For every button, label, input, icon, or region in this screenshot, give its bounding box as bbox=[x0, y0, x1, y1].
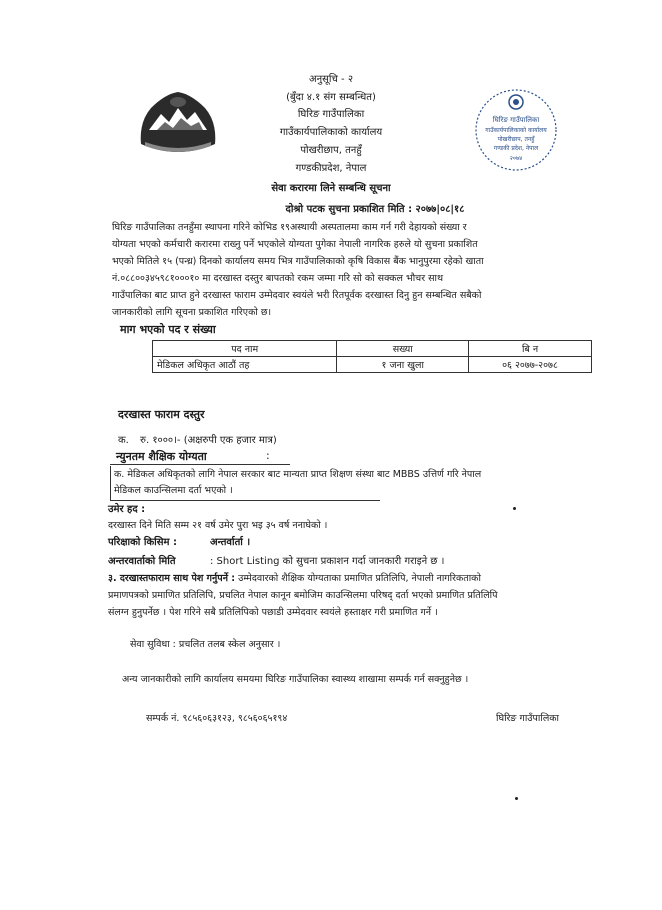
nepal-emblem-icon bbox=[135, 82, 221, 154]
province-country: गण्डकीप्रदेश, नेपाल bbox=[295, 163, 367, 174]
exam-value: अन्तर्वार्ता । bbox=[210, 537, 251, 548]
intro-line: नं.०८८००३४५९८१०००१० मा दरखास्त दस्तुर बापतको रकम जम्मा गरि सो को सक्कल भौचर साथ bbox=[112, 273, 444, 284]
svg-text:गण्डकी प्रदेश, नेपाल: गण्डकी प्रदेश, नेपाल bbox=[493, 145, 539, 152]
documents-line: संलग्न हुनुपर्नेछ । पेश गरिने सबै प्रतिलिपिको पछाडी उम्मेदवार स्वयंले हस्ताक्षर गरी प्रमाणित गर्ने । bbox=[108, 607, 438, 618]
svg-text:घिरिङ गाउँपालिका: घिरिङ गाउँपालिका bbox=[492, 116, 540, 124]
documents-line: प्रमाणपत्रको प्रमाणित प्रतिलिपि, प्रचलित नेपाल कानून बमोजिम काउन्सिलमा परिषद् दर्ता भएको प्रमाणित प्रतिलिपि bbox=[108, 590, 498, 601]
intro-line: घिरिङ गाउँपालिका तनहुँमा स्थापना गरिने कोभिड १९अस्थायी अस्पतालमा काम गर्न गरी देहायको संख्या र bbox=[112, 222, 467, 233]
column-header: पद नाम bbox=[153, 341, 337, 357]
office-address: पोखरीछाप, तनहुँ bbox=[300, 145, 362, 156]
intro-paragraph bbox=[112, 219, 612, 321]
age-heading: उमेर हद : bbox=[108, 504, 146, 515]
facility-text: सेवा सुविधा : प्रचलित तलब स्केल अनुसार । bbox=[130, 639, 281, 650]
qualification-line: क. मेडिकल अधिकृतको लागि नेपाल सरकार बाट मान्यता प्राप्त शिक्षण संस्था बाट MBBS उत्तिर्ण गरि नेपाल bbox=[114, 469, 482, 480]
annex-label: अनुसूचि - २ bbox=[308, 74, 354, 85]
column-header: बि न bbox=[469, 341, 592, 357]
qualification-heading: न्युनतम शैक्षिक योग्यता bbox=[116, 450, 207, 463]
fee-amount: रु. १०००।- (अक्षरुपी एक हजार मात्र) bbox=[140, 435, 277, 446]
cell-post: मेडिकल अधिकृत आठौं तह bbox=[153, 357, 337, 373]
fee-heading: दरखास्त फाराम दस्तुर bbox=[118, 408, 205, 421]
column-header: सख्या bbox=[337, 341, 469, 357]
cell-count: १ जना खुला bbox=[337, 357, 469, 373]
notice-publish-date: दोश्रो पटक सुचना प्रकाशित मिति : २०७७|०८|१८ bbox=[285, 204, 465, 215]
signature-block: घिरिङ गाउँपालिका bbox=[496, 713, 560, 724]
svg-text:पोखरीछाप, तनहुँ: पोखरीछाप, तनहुँ bbox=[497, 136, 535, 143]
intro-line: गाउँपालिका बाट प्राप्त हुने दरखास्त फाराम उम्मेदवार स्वयंले भरी रितपूर्वक दरखास्त दिनु हुन सम्बन्धित सबैको bbox=[112, 290, 482, 301]
divider bbox=[110, 466, 114, 500]
table-row bbox=[153, 357, 592, 373]
qualification-text bbox=[114, 467, 614, 499]
scan-speck bbox=[513, 507, 516, 510]
intro-line: जानकारीको लागि सूचना प्रकाशित गरिएको छ। bbox=[112, 307, 272, 318]
rule-reference: (बुँदा ४.१ संग सम्बन्धित) bbox=[286, 92, 376, 103]
age-text: दरखास्त दिने मिति सम्म २१ वर्ष उमेर पुरा भइ ३५ वर्ष ननाघेको । bbox=[108, 520, 328, 531]
svg-text:गाउँकार्यपालिकाको कार्यालय: गाउँकार्यपालिकाको कार्यालय bbox=[485, 127, 547, 134]
municipality-seal-icon bbox=[470, 84, 562, 176]
documents-heading: ३. दरखास्तफाराम साथ पेश गर्नुपर्ने : bbox=[108, 573, 236, 584]
other-info-text: अन्य जानकारीको लागि कार्यालय समयमा घिरिङ गाउँपालिका स्वास्थ्य शाखामा सम्पर्क गर्न सक्नुहुनेछ । bbox=[122, 674, 469, 685]
posts-table bbox=[152, 340, 592, 373]
qualification-colon: : bbox=[266, 449, 270, 462]
scan-speck bbox=[515, 797, 518, 800]
intro-line: योग्यता भएको कर्मचारी करारमा राख्नु पर्ने भएकोले योग्यता पुगेका नेपाली नागरिक हरुले यो सुचना प्रकाशित bbox=[112, 239, 478, 250]
intro-line: भएको मितिले १५ (पन्ध्र) दिनको कार्यालय समय भित्र गाउँपालिकाको कृषि विकास बैंक भानुपुरमा रहेको खाता bbox=[112, 256, 484, 267]
posts-heading: माग भएको पद र संख्या bbox=[120, 323, 216, 336]
documents-line: उम्मेदवारको शैक्षिक योग्यताका प्रमाणित प्रतिलिपि, नेपाली नागरिकताको bbox=[238, 573, 481, 584]
interview-heading: अन्तरवार्ताको मिति bbox=[108, 556, 176, 567]
table-header-row bbox=[153, 341, 592, 357]
divider bbox=[110, 464, 290, 465]
fee-prefix: क. bbox=[118, 435, 129, 446]
municipality-name: घिरिङ गाउँपालिका bbox=[297, 109, 365, 120]
divider bbox=[110, 500, 380, 501]
contact-numbers: सम्पर्क नं. ९८५६०६३१२३, ९८५६०६५१९४ bbox=[146, 713, 288, 724]
cell-number: ०६ २०७७-२०७८ bbox=[469, 357, 592, 373]
exam-heading: परिक्षाको किसिम : bbox=[108, 537, 177, 548]
qualification-line: मेडिकल काउन्सिलमा दर्ता भएको । bbox=[114, 485, 233, 496]
interview-text: : Short Listing को सुचना प्रकाशन गर्दा जानकारी गराइने छ । bbox=[210, 556, 445, 567]
notice-title: सेवा करारमा लिने सम्बन्धि सूचना bbox=[271, 183, 391, 194]
office-name: गाउँकार्यपालिकाको कार्यालय bbox=[279, 127, 383, 138]
documents-block bbox=[108, 570, 616, 621]
svg-text:२०७४: २०७४ bbox=[509, 155, 523, 162]
